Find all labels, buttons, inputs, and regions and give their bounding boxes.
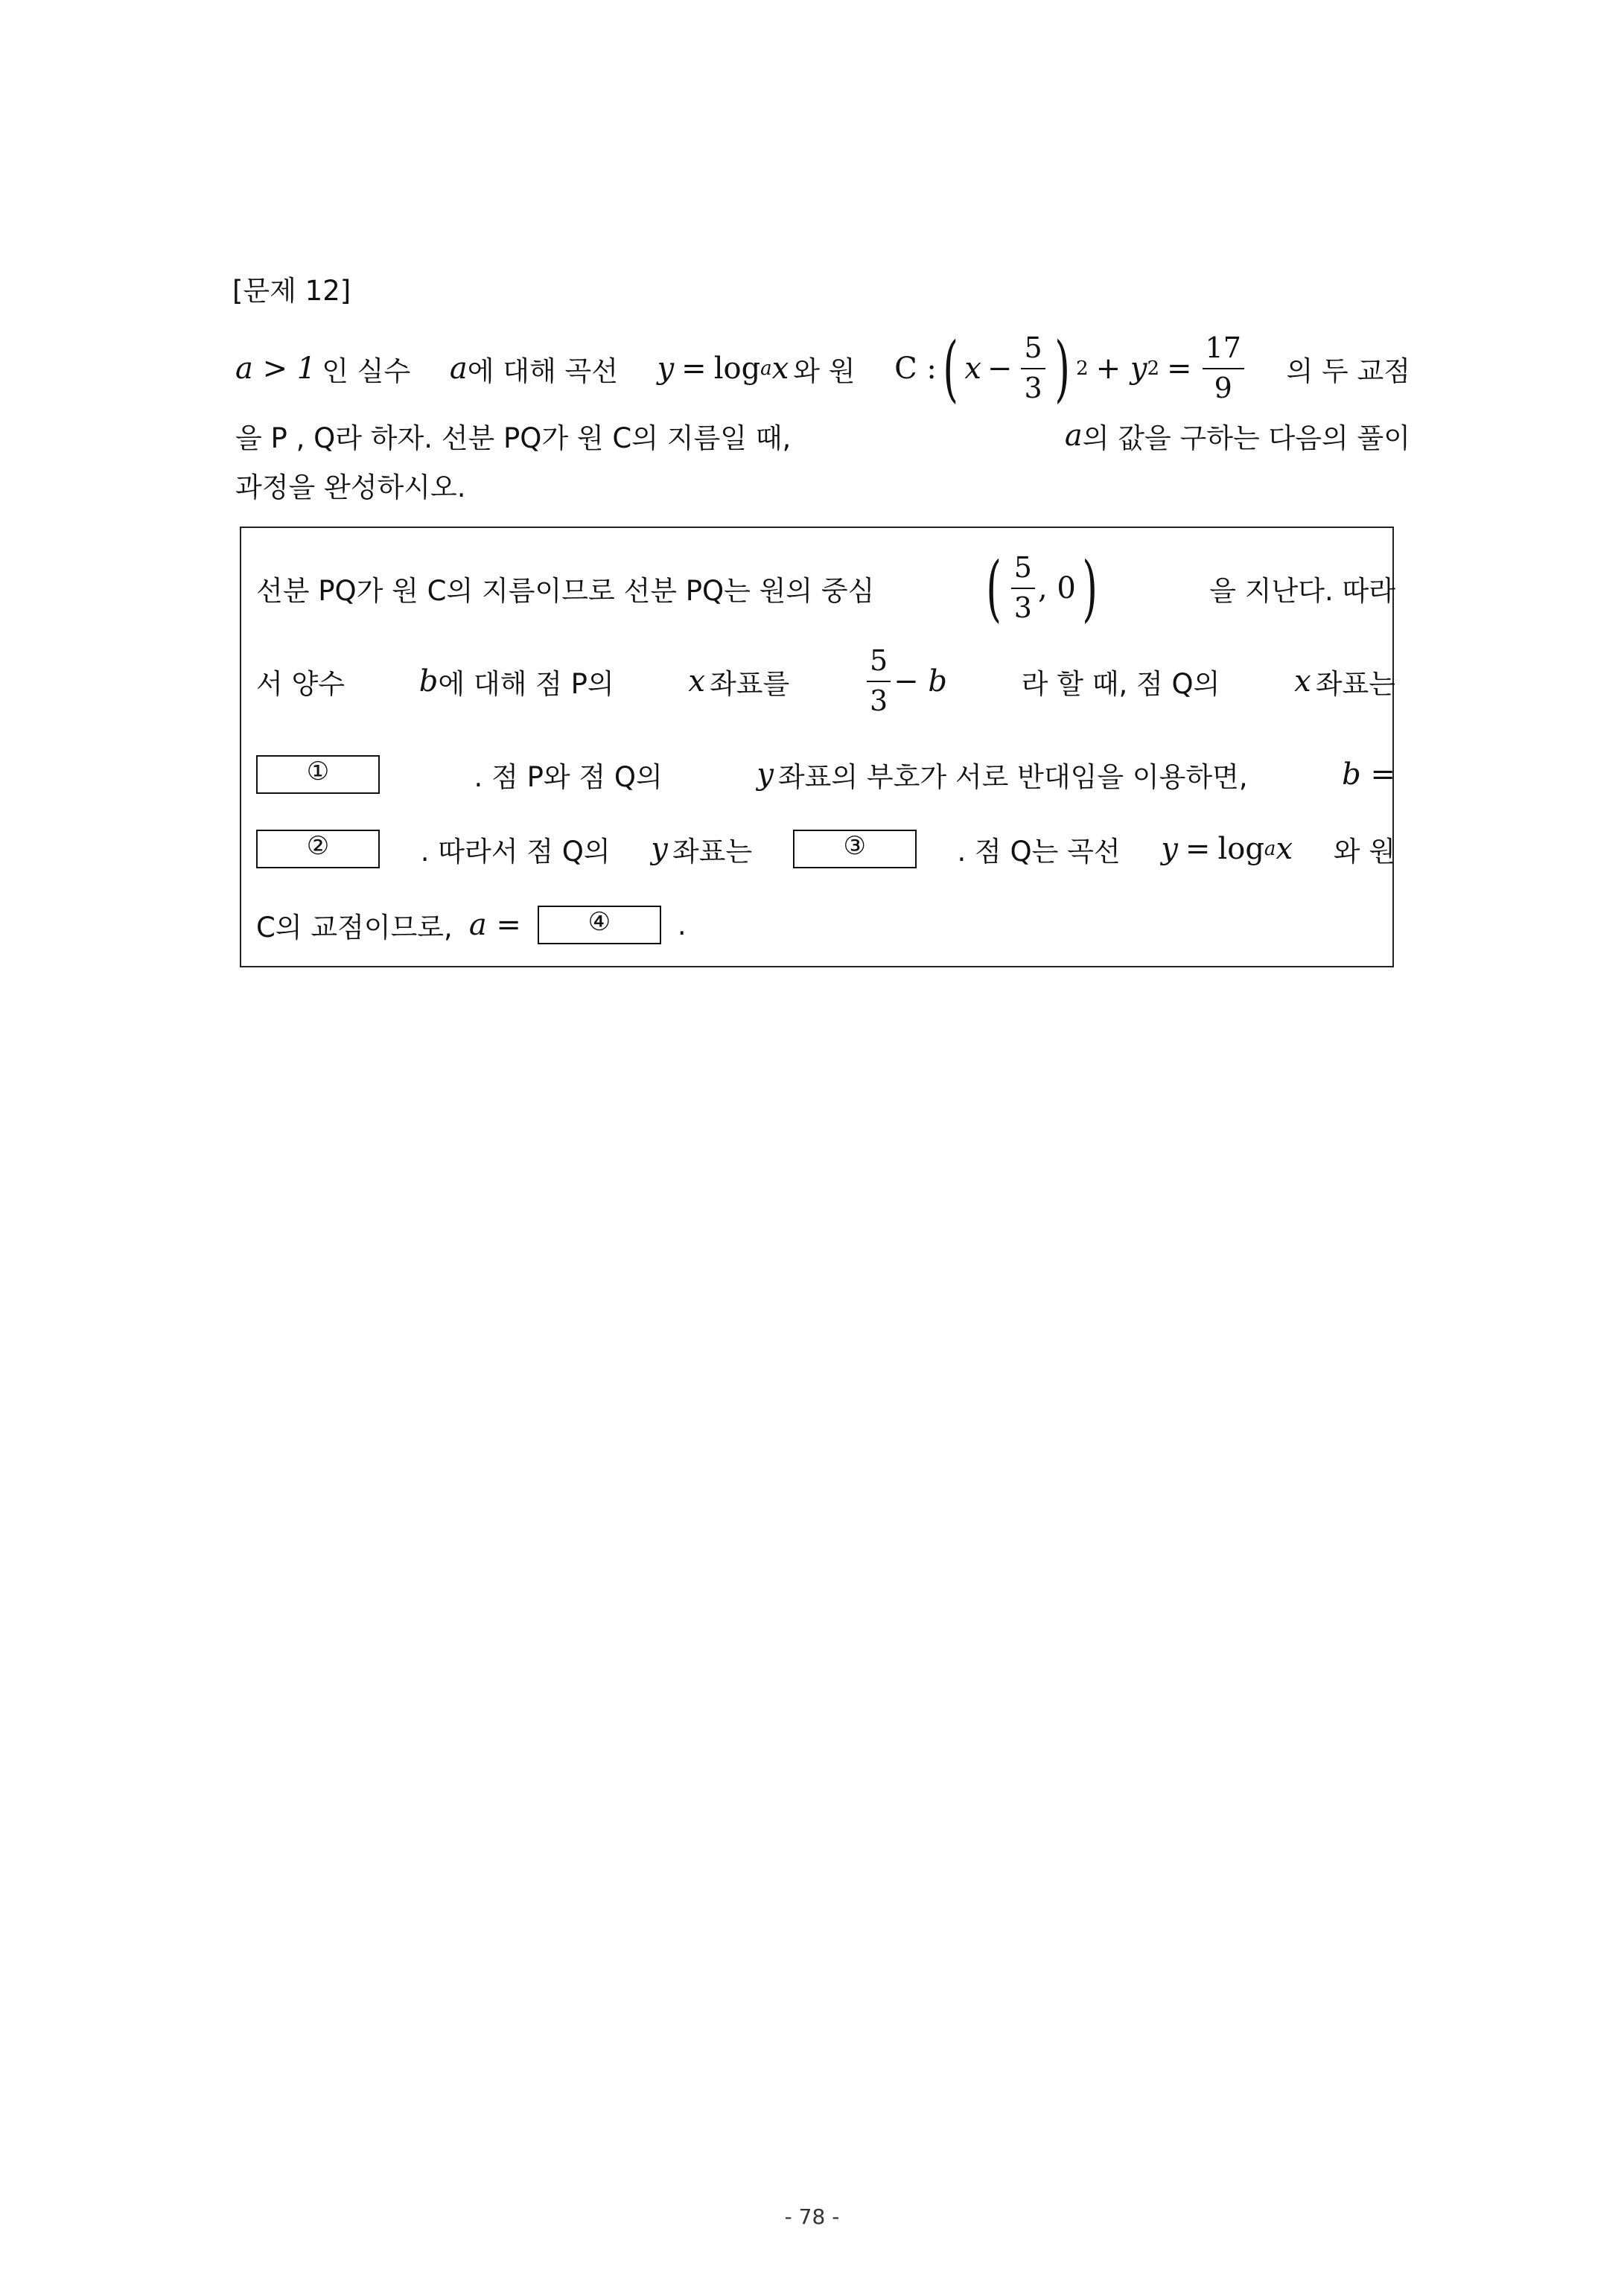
var-b-group [419, 661, 614, 702]
y-coord-group [757, 754, 1247, 795]
answer-blank-2[interactable]: ② [256, 830, 380, 868]
denominator: 3 [1013, 591, 1032, 624]
denominator: 3 [869, 684, 888, 717]
problem-number: [문제 12] [232, 275, 351, 307]
x-var: x [964, 352, 981, 386]
text: 인 실수 [322, 355, 411, 387]
answer-blank-4[interactable]: ④ [538, 906, 661, 944]
text: . 점 P와 점 Q의 [474, 761, 663, 793]
circle-name: C : [894, 352, 937, 386]
y-coord-group [651, 829, 752, 869]
curve-equation [1161, 832, 1293, 866]
solution-row-2 [256, 640, 1395, 722]
text: 선분 PQ가 원 C의 지름이므로 선분 PQ는 원의 중심 [256, 575, 875, 607]
text: 에 대해 곡선 [467, 355, 618, 387]
numerator: 5 [1021, 332, 1045, 369]
page-number: - 78 - [784, 2204, 840, 2229]
curve-y: y [657, 352, 675, 386]
condition-math: a > 1 [235, 352, 316, 386]
center-rest: , 0 [1037, 571, 1076, 605]
a-equals: a = [468, 908, 521, 942]
left-paren: ( [943, 327, 958, 410]
fraction-5-3 [1011, 552, 1035, 624]
var-x: x [1294, 664, 1311, 699]
fraction-17-9 [1203, 332, 1244, 404]
var-a: a [1064, 419, 1083, 453]
text: 좌표는 [1315, 668, 1395, 700]
text: 와 원 [1333, 836, 1395, 868]
text: 을 지난다. 따라 [1209, 575, 1395, 607]
answer-blank-3[interactable]: ③ [793, 830, 917, 868]
condition [235, 349, 410, 389]
text: 에 대해 점 P의 [438, 668, 614, 700]
text: 서 양수 [256, 668, 345, 700]
fraction-5-3 [1021, 332, 1045, 404]
right-paren: ) [1082, 547, 1098, 630]
equals-sign: = [1185, 832, 1211, 866]
solution-row-1 [256, 544, 1395, 633]
curve-x: x [1276, 832, 1293, 866]
solution-row-5 [256, 903, 777, 947]
var-b: b [418, 664, 439, 699]
text: 과정을 완성하시오. [235, 471, 466, 503]
b-equals: b = [1342, 757, 1395, 792]
minus-sign: − [987, 352, 1013, 386]
text: . 따라서 점 Q의 [420, 836, 611, 868]
problem-line-2 [235, 417, 1410, 454]
log-text: log [1217, 832, 1264, 866]
numerator: 17 [1203, 332, 1244, 369]
text: 좌표는 [672, 836, 753, 868]
var-a-group [1065, 416, 1410, 456]
fraction-5-3 [867, 645, 891, 717]
solution-row-3 [256, 752, 1395, 797]
problem-line-3 [235, 466, 1410, 503]
var-a: a [449, 352, 468, 386]
equals-sign: = [1167, 352, 1192, 386]
text: 좌표의 부호가 서로 반대임을 이용하면, [777, 761, 1248, 793]
log-base: a [760, 357, 772, 380]
text: 라 할 때, 점 Q의 [1021, 668, 1220, 700]
numerator: 5 [867, 645, 891, 682]
denominator: 3 [1024, 372, 1042, 404]
period: . [677, 909, 687, 941]
solution-row-4 [256, 827, 1395, 871]
problem-line-1 [235, 328, 1410, 410]
plus-y: + y [1095, 352, 1147, 386]
var-a-group [450, 349, 618, 389]
exponent: 2 [1076, 357, 1089, 380]
numerator: 5 [1011, 552, 1035, 589]
var-y: y [651, 832, 668, 866]
curve-equation [657, 349, 856, 389]
curve-x: x [771, 352, 789, 386]
text: C의 교점이므로, [256, 912, 453, 944]
text: . 점 Q는 곡선 [957, 836, 1121, 868]
var-x: x [688, 664, 705, 699]
answer-blank-1[interactable]: ① [256, 755, 380, 794]
log-base: a [1264, 838, 1276, 860]
left-paren: ( [986, 547, 1002, 630]
equals-sign: = [681, 352, 707, 386]
exponent-y: 2 [1147, 357, 1159, 380]
denominator: 9 [1214, 372, 1232, 404]
x-coord-group-2 [1294, 661, 1395, 702]
text: 의 값을 구하는 다음의 풀이 [1082, 422, 1410, 454]
x-coord-group [688, 661, 789, 702]
var-y: y [757, 757, 774, 792]
circle-equation [894, 327, 1247, 410]
text: 좌표를 [709, 668, 790, 700]
center-point [980, 547, 1104, 630]
right-paren: ) [1054, 327, 1070, 410]
text: 을 P , Q라 하자. 선분 PQ가 원 C의 지름일 때, [235, 422, 792, 454]
curve-y: y [1161, 832, 1178, 866]
text: 와 원 [793, 355, 856, 387]
minus-b: − b [894, 664, 947, 699]
text: 의 두 교점 [1286, 355, 1410, 387]
p-x-expression [864, 645, 947, 717]
log-text: log [713, 352, 761, 386]
